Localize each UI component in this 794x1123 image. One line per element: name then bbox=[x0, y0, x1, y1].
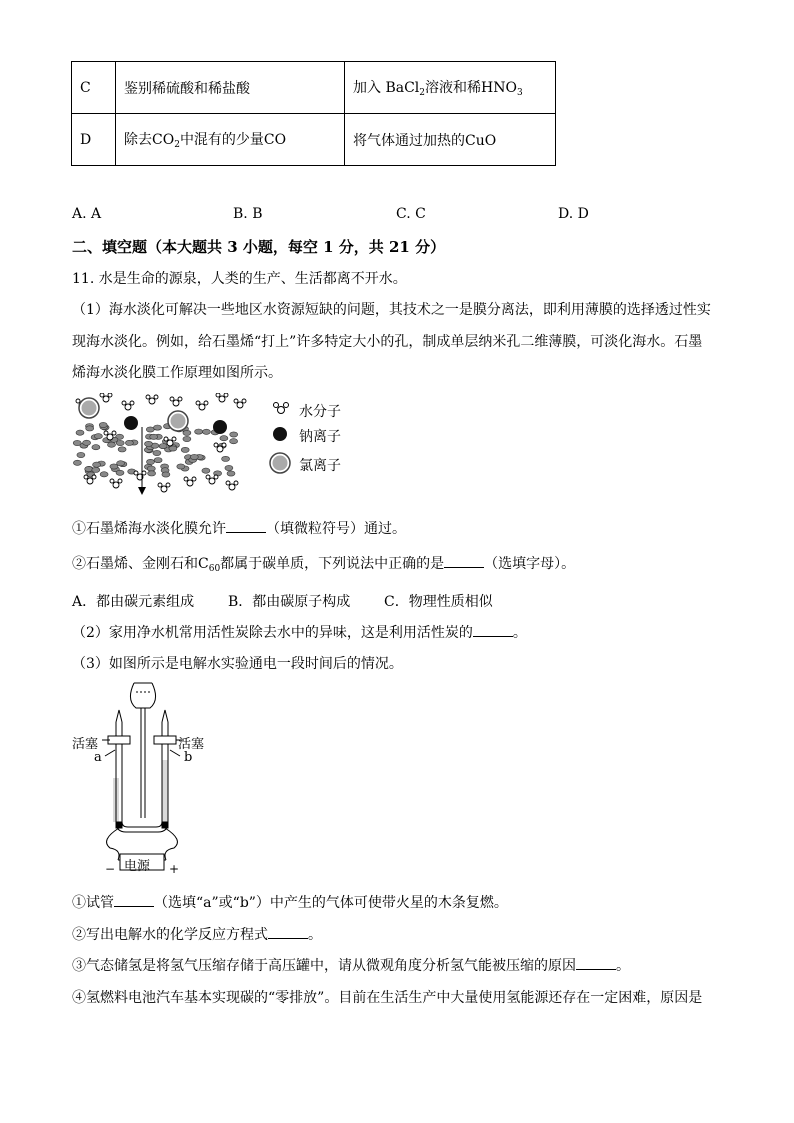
table-row bbox=[72, 62, 556, 114]
carbon-atom bbox=[116, 440, 124, 445]
method-cell: 加入 BaCl$_2$溶液和稀$HNO_3$ bbox=[345, 62, 556, 114]
carbon-atom bbox=[73, 440, 81, 445]
carbon-atom bbox=[222, 456, 230, 461]
answer-blank[interactable] bbox=[576, 968, 616, 970]
answer-blank[interactable] bbox=[473, 635, 513, 637]
sodium-ion-icon bbox=[273, 427, 287, 441]
carbon-atom bbox=[110, 464, 118, 469]
carbon-atom bbox=[183, 430, 191, 435]
sub-question-1: ①石墨烯海水淡化膜允许 （填微粒符号）通过。 bbox=[72, 521, 406, 537]
carbon-atom bbox=[230, 439, 238, 444]
paragraph-line: 现海水淡化。例如，给石墨烯“打上”许多特定大小的孔，制成单层纳米孔二维薄膜，可淡化海水。石墨 bbox=[72, 334, 703, 350]
method-cell: 将气体通过加热的CuO bbox=[345, 114, 556, 166]
water-molecule-icon bbox=[226, 481, 238, 490]
water-molecule-icon bbox=[146, 395, 158, 404]
carbon-atom bbox=[92, 467, 100, 472]
carbon-atom bbox=[148, 471, 156, 476]
label-tube-b: b bbox=[184, 750, 193, 765]
arrow-head bbox=[138, 487, 146, 495]
carbon-atom bbox=[225, 465, 233, 470]
sodium-ion-icon bbox=[124, 416, 138, 430]
answer-blank[interactable] bbox=[268, 937, 308, 939]
carbon-atom bbox=[227, 471, 235, 476]
carbon-atom bbox=[94, 434, 102, 439]
choice-d[interactable]: D. D bbox=[558, 206, 589, 222]
answer-blank[interactable] bbox=[114, 905, 154, 907]
carbon-atom bbox=[190, 454, 198, 459]
tube-a bbox=[108, 710, 130, 828]
water-molecule-icon bbox=[196, 401, 208, 410]
carbon-atom bbox=[125, 440, 133, 445]
carbon-atom bbox=[93, 462, 101, 467]
carbon-atom bbox=[169, 446, 177, 451]
sodium-ion-icon bbox=[213, 420, 227, 434]
water-molecule-icon bbox=[158, 483, 170, 492]
carbon-atom bbox=[177, 464, 185, 469]
water-molecule-icon bbox=[184, 477, 196, 486]
carbon-atom bbox=[76, 430, 84, 435]
sub-question-s4: ④氢燃料电池汽车基本实现碳的“零排放”。目前在生活生产中大量使用氢能源还存在一定困难，原因是 bbox=[72, 990, 703, 1006]
carbon-atom bbox=[159, 444, 167, 449]
carbon-atom bbox=[147, 466, 155, 471]
electrolysis-apparatus-diagram bbox=[70, 680, 220, 880]
water-molecule-icon bbox=[170, 397, 182, 406]
water-molecule-icon bbox=[216, 393, 228, 402]
carbon-atom bbox=[162, 472, 170, 477]
graphene-membrane-diagram bbox=[70, 393, 250, 498]
sub-question-s2: ②写出电解水的化学反应方程式 。 bbox=[72, 927, 322, 943]
sub-question-p2: （2）家用净水机常用活性炭除去水中的异味，这是利用活性炭的 。 bbox=[72, 625, 527, 641]
label-stopcock-left: 活塞 bbox=[72, 737, 99, 752]
carbon-atom bbox=[154, 458, 162, 463]
formula: HNO bbox=[481, 80, 517, 96]
carbon-atom bbox=[92, 445, 100, 450]
answer-blank[interactable] bbox=[444, 566, 484, 568]
sub-question-2: ②石墨烯、金刚石和$C_{60}$都属于碳单质，下列说法中正确的是 （选填字母）。 bbox=[72, 556, 576, 574]
options-table bbox=[71, 61, 556, 166]
paragraph-line: （1）海水淡化可解决一些地区水资源短缺的问题，其技术之一是膜分离法，即利用薄膜的选择透过性实 bbox=[72, 302, 711, 318]
task-cell: 除去$CO_2$中混有的少量CO bbox=[116, 114, 345, 166]
carbon-atom bbox=[220, 436, 228, 441]
label-stopcock-right: 活塞 bbox=[178, 737, 205, 752]
water-molecule-icon bbox=[134, 471, 146, 480]
carbon-atom bbox=[153, 450, 161, 455]
carbon-atom bbox=[154, 425, 162, 430]
legend-sodium: 钠离子 bbox=[299, 429, 341, 445]
paragraph-line: 烯海水淡化膜工作原理如图所示。 bbox=[72, 365, 282, 381]
row-label: C bbox=[72, 62, 116, 114]
carbon-atom bbox=[145, 441, 153, 446]
carbon-atom bbox=[202, 429, 210, 434]
legend-chloride: 氯离子 bbox=[299, 458, 341, 474]
tube-b bbox=[154, 710, 176, 828]
water-molecule-icon bbox=[100, 393, 112, 402]
option-a[interactable]: A．都由碳元素组成 bbox=[72, 594, 195, 610]
sub-question-p3: （3）如图所示是电解水实验通电一段时间后的情况。 bbox=[72, 656, 403, 672]
section-title: 二、填空题（本大题共 3 小题，每空 1 分，共 21 分） bbox=[72, 238, 446, 256]
question-intro: 11. 水是生命的源泉，人类的生产、生活都离不开水。 bbox=[72, 271, 407, 287]
choice-b[interactable]: B. B bbox=[233, 206, 263, 222]
carbon-atom bbox=[86, 426, 94, 431]
carbon-atom bbox=[146, 427, 154, 432]
carbon-atom bbox=[100, 472, 108, 477]
carbon-atom bbox=[73, 460, 81, 465]
sub-question-s3: ③气态储氢是将氢气压缩存储于高压罐中，请从微观角度分析氢气能被压缩的原因 。 bbox=[72, 958, 630, 974]
carbon-atom bbox=[150, 434, 158, 439]
option-c[interactable]: C．物理性质相似 bbox=[384, 594, 493, 610]
carbon-atom bbox=[77, 452, 85, 457]
carbon-atom bbox=[147, 459, 155, 464]
carbon-atom bbox=[118, 447, 126, 452]
water-molecule-icon bbox=[206, 475, 218, 484]
carbon-atom bbox=[230, 432, 238, 437]
choice-a[interactable]: A. A bbox=[72, 206, 102, 222]
water-molecule-icon bbox=[110, 479, 122, 488]
label-tube-a: a bbox=[94, 750, 102, 765]
row-label: D bbox=[72, 114, 116, 166]
carbon-atom bbox=[116, 470, 124, 475]
answer-blank[interactable] bbox=[226, 531, 266, 533]
formula: BaCl bbox=[385, 80, 420, 96]
task-cell: 鉴别稀硫酸和稀盐酸 bbox=[116, 62, 345, 114]
legend-icons bbox=[266, 398, 296, 478]
water-molecule-icon bbox=[234, 399, 246, 408]
sub-question-s1: ①试管 （选填“a”或“b”）中产生的气体可使带火星的木条复燃。 bbox=[72, 895, 508, 911]
option-b[interactable]: B．都由碳原子构成 bbox=[228, 594, 351, 610]
carbon-atom bbox=[85, 467, 93, 472]
choice-c[interactable]: C. C bbox=[396, 206, 426, 222]
carbon-atom bbox=[202, 468, 210, 473]
water-molecule-icon bbox=[274, 403, 289, 414]
label-plus: + bbox=[169, 862, 180, 876]
table-row bbox=[72, 114, 556, 166]
label-power: 电源 bbox=[124, 859, 151, 874]
legend-water: 水分子 bbox=[299, 404, 341, 420]
carbon-atom bbox=[83, 440, 91, 445]
reservoir-funnel bbox=[130, 683, 155, 818]
carbon-atom bbox=[181, 447, 189, 452]
carbon-atom bbox=[195, 429, 203, 434]
carbon-atom bbox=[99, 422, 107, 427]
label-minus: − bbox=[105, 862, 116, 876]
chloride-ion-icon bbox=[270, 453, 290, 473]
water-molecule-icon bbox=[122, 401, 134, 410]
carbon-atom bbox=[183, 436, 191, 441]
